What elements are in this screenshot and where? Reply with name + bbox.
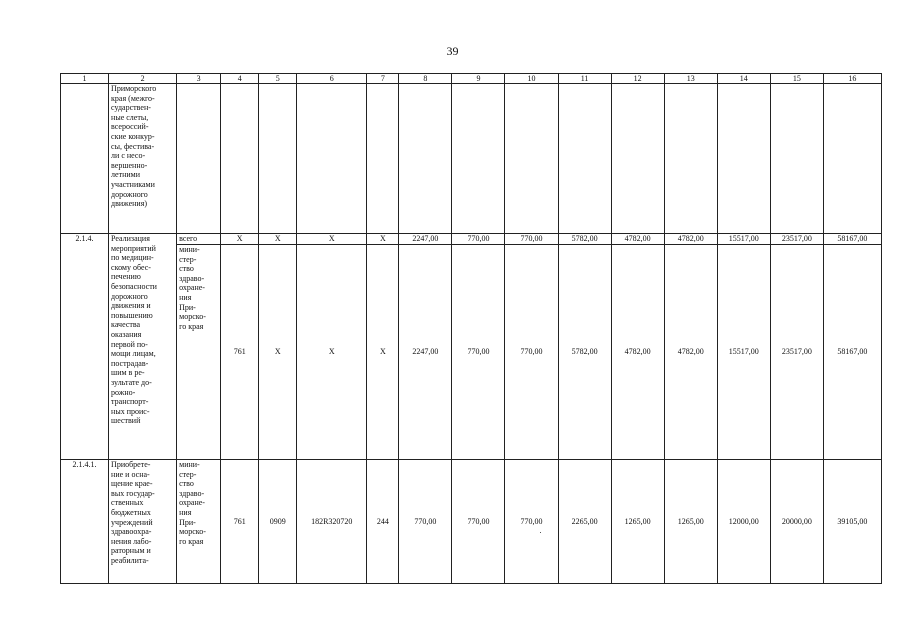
row-number: 2.1.4.1. <box>61 460 109 584</box>
table-cell: 770,00 <box>505 245 558 460</box>
column-number: 12 <box>611 74 664 84</box>
table-row <box>61 84 882 234</box>
table-cell: X <box>259 234 297 245</box>
measure-name: Приобрете- ние и осна- щение крае- вых государ- ственных бюджетных учреждений здравоохра- нения лабо- раторным и реабилита- <box>109 460 177 584</box>
table-cell: 20000,00 <box>770 460 823 584</box>
table-cell: X <box>367 245 399 460</box>
table-cell: 770,00 <box>505 234 558 245</box>
column-number: 15 <box>770 74 823 84</box>
column-number: 6 <box>297 74 367 84</box>
table-cell <box>611 84 664 234</box>
table-cell: 15517,00 <box>717 234 770 245</box>
column-number-row <box>61 74 882 84</box>
table-cell: 770,00 <box>452 234 505 245</box>
column-number: 14 <box>717 74 770 84</box>
table-cell <box>367 84 399 234</box>
table-cell: 182R320720 <box>297 460 367 584</box>
column-number: 7 <box>367 74 399 84</box>
table-cell: 4782,00 <box>664 234 717 245</box>
table-cell: 770,00 <box>452 245 505 460</box>
table-cell: 23517,00 <box>770 234 823 245</box>
table-cell: 1265,00 <box>611 460 664 584</box>
table-cell: 58167,00 <box>823 245 881 460</box>
executor: мини- стер- ство здраво- охране- ния При- морско- го края <box>177 245 221 460</box>
table-cell: 0909 <box>259 460 297 584</box>
column-number: 16 <box>823 74 881 84</box>
table-cell: 5782,00 <box>558 245 611 460</box>
table-cell: 2247,00 <box>399 245 452 460</box>
executor <box>177 84 221 234</box>
table-cell: 2265,00 <box>558 460 611 584</box>
table-cell: 2247,00 <box>399 234 452 245</box>
table-cell: X <box>297 245 367 460</box>
table-cell <box>664 84 717 234</box>
table-cell <box>221 84 259 234</box>
table-cell: 770,00 <box>399 460 452 584</box>
column-number: 5 <box>259 74 297 84</box>
column-number: 1 <box>61 74 109 84</box>
executor: мини- стер- ство здраво- охране- ния При- морско- го края <box>177 460 221 584</box>
column-number: 2 <box>109 74 177 84</box>
table-cell <box>505 84 558 234</box>
table-cell: 39105,00 <box>823 460 881 584</box>
table-row <box>61 234 882 245</box>
scan-speck <box>540 532 541 533</box>
budget-table <box>60 73 882 584</box>
table-cell <box>259 84 297 234</box>
page-number: 39 <box>446 44 459 58</box>
column-number: 11 <box>558 74 611 84</box>
row-number: 2.1.4. <box>61 234 109 460</box>
table-cell: 244 <box>367 460 399 584</box>
table-cell: 761 <box>221 245 259 460</box>
table-cell: X <box>259 245 297 460</box>
table-row <box>61 460 882 584</box>
table-cell: 4782,00 <box>611 245 664 460</box>
column-number: 13 <box>664 74 717 84</box>
table-cell: 15517,00 <box>717 245 770 460</box>
table-cell: 5782,00 <box>558 234 611 245</box>
table-cell: X <box>297 234 367 245</box>
table-cell: X <box>221 234 259 245</box>
table-cell: X <box>367 234 399 245</box>
table-cell: 23517,00 <box>770 245 823 460</box>
table-cell: 770,00 <box>452 460 505 584</box>
measure-name: Реализация мероприятий по медицин- скому обес- печению безопасности дорожного движения и повышению качества оказания первой по- мощи лицам, пострадав- шим в ре- зультате до- рожно- транспорт- ных проис- шествий <box>109 234 177 460</box>
table-cell <box>823 84 881 234</box>
table-cell: 1265,00 <box>664 460 717 584</box>
table-cell <box>717 84 770 234</box>
column-number: 10 <box>505 74 558 84</box>
column-number: 4 <box>221 74 259 84</box>
table-cell: 770,00 <box>505 460 558 584</box>
table-cell <box>297 84 367 234</box>
table-row <box>61 245 882 460</box>
table-cell <box>399 84 452 234</box>
table-cell: 4782,00 <box>611 234 664 245</box>
column-number: 3 <box>177 74 221 84</box>
table-cell <box>558 84 611 234</box>
column-number: 9 <box>452 74 505 84</box>
table-cell: 12000,00 <box>717 460 770 584</box>
table-cell: 761 <box>221 460 259 584</box>
table-cell <box>452 84 505 234</box>
table-cell <box>770 84 823 234</box>
measure-name: Приморского края (межго- сударствен- ные слеты, всероссий- ские конкур- сы, фестива- ли с несо- вершенно- летними участниками дорожного движения) <box>109 84 177 234</box>
table-cell: 58167,00 <box>823 234 881 245</box>
executor: всего <box>177 234 221 245</box>
column-number: 8 <box>399 74 452 84</box>
row-number <box>61 84 109 234</box>
table-cell: 4782,00 <box>664 245 717 460</box>
